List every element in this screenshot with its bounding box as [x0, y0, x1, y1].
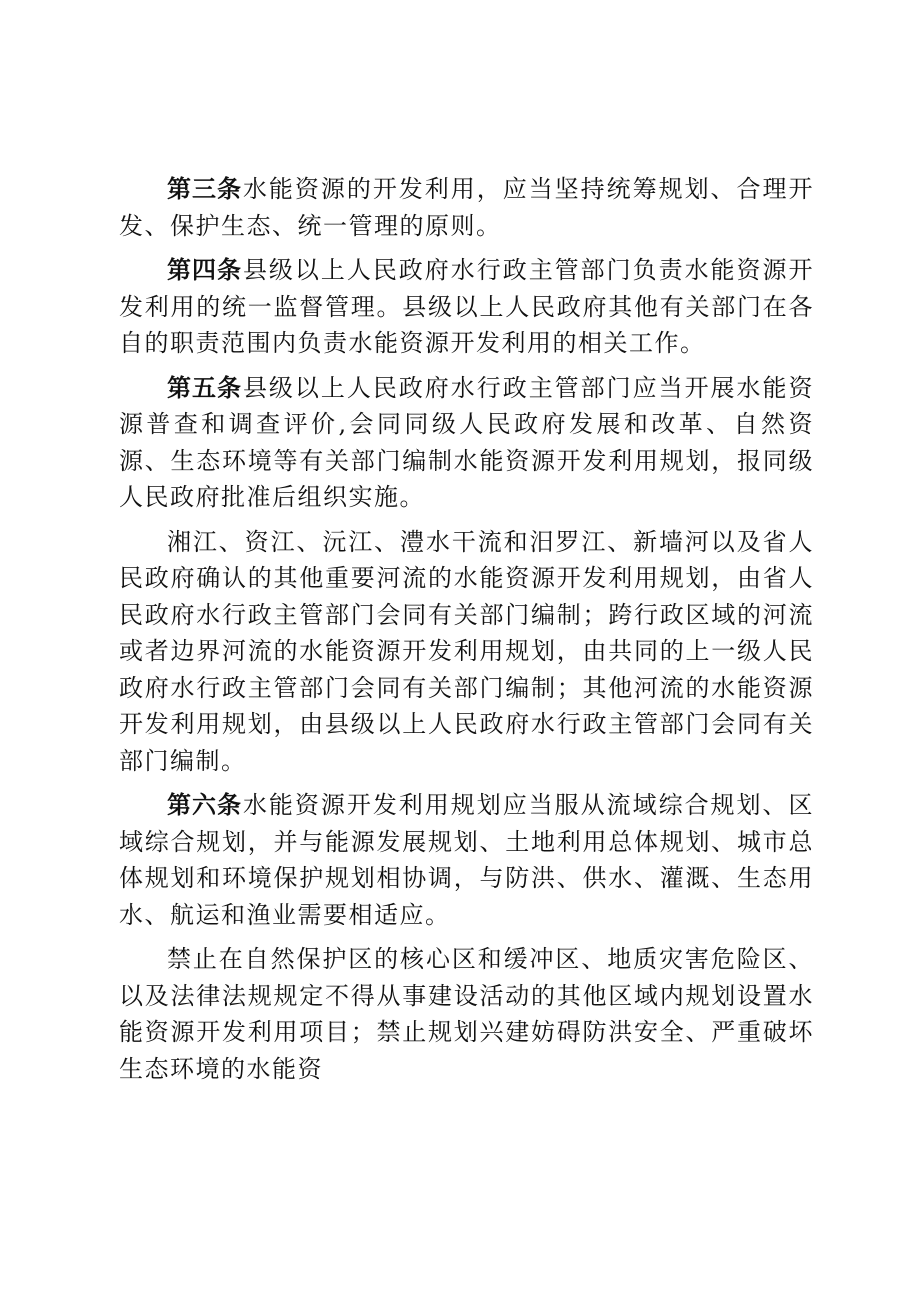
- article-heading: 第四条: [167, 256, 242, 284]
- article-5-subparagraph: [119, 524, 814, 780]
- paragraph-text: 县级以上人民政府水行政主管部门负责水能资源开发利用的统一监督管理。县级以上人民政府其他有关部门在各自的职责范围内负责水能资源开发利用的相关工作。: [119, 256, 814, 357]
- paragraph-text: 水能资源的开发利用，应当坚持统筹规划、合理开发、保护生态、统一管理的原则。: [119, 175, 814, 240]
- paragraph-text: 县级以上人民政府水行政主管部门应当开展水能资源普查和调查评价,会同同级人民政府发展和改革、自然资源、生态环境等有关部门编制水能资源开发利用规划，报同级人民政府批准后组织实施。: [119, 373, 814, 511]
- paragraph-text: 湘江、资江、沅江、澧水干流和汨罗江、新墙河以及省人民政府确认的其他重要河流的水能资源开发利用规划，由省人民政府水行政主管部门会同有关部门编制；跨行政区域的河流或者边界河流的水能资源开发利用规划，由共同的上一级人民政府水行政主管部门会同有关部门编制；其他河流的水能资源开发利用规划，由县级以上人民政府水行政主管部门会同有关部门编制。: [119, 527, 814, 775]
- article-3-paragraph: [119, 171, 814, 244]
- article-6-paragraph: [119, 787, 814, 933]
- paragraph-text: 水能资源开发利用规划应当服从流域综合规划、区域综合规划，并与能源发展规划、土地利用总体规划、城市总体规划和环境保护规划相协调，与防洪、供水、灌溉、生态用水、航运和渔业需要相适应。: [119, 791, 814, 929]
- paragraph-text: 禁止在自然保护区的核心区和缓冲区、地质灾害危险区、以及法律法规规定不得从事建设活动的其他区域内规划设置水能资源开发利用项目；禁止规划兴建妨碍防洪安全、严重破坏生态环境的水能资: [119, 945, 814, 1083]
- article-4-paragraph: [119, 252, 814, 362]
- article-5-paragraph: [119, 370, 814, 516]
- article-heading: 第三条: [167, 175, 242, 203]
- article-6-subparagraph: [119, 941, 814, 1087]
- article-heading: 第六条: [167, 791, 242, 819]
- article-heading: 第五条: [167, 373, 242, 402]
- document-body: [119, 171, 814, 1095]
